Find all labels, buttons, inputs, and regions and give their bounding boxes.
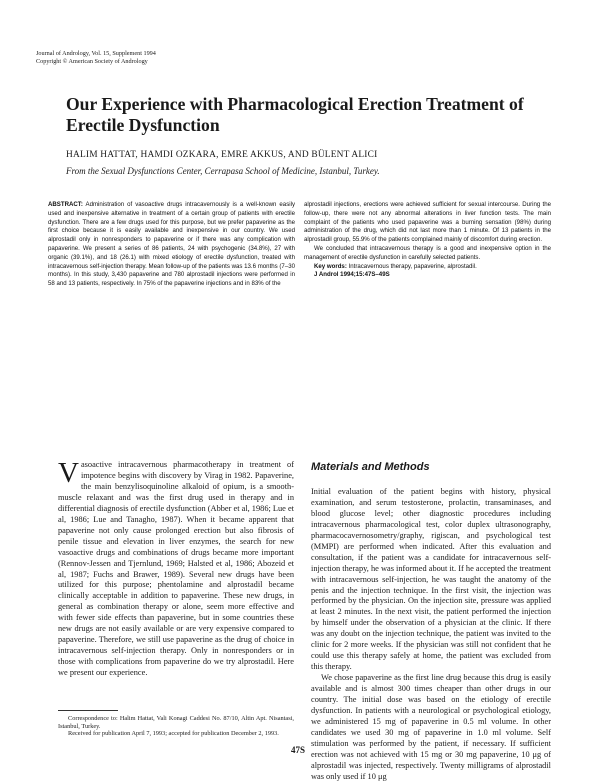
methods-paragraph-2: We chose papaverine as the first line drug because this drug is easily available and is almost 300 times cheaper than other drugs in our country. The initial dose was based on the etiology of erectile dysfunction. In patients with a neurological or psychological etiology, we administered 15 mg of papaverine in 0.5 ml volume. In other candidates we used 30 mg of papaverine in 1.0 ml volume. Self stimulation was performed by the patient, if necessary. If sufficient erection was not achieved with 15 mg or 30 mg papaverine, 10 μg of alprostadil was injected, respectively. Twenty milligrams of alprostadil was only used if 10 μg [311, 673, 551, 781]
abstract-label: ABSTRACT: [48, 201, 83, 208]
article-authors: HALIM HATTAT, HAMDI OZKARA, EMRE AKKUS, AND BÜLENT ALICI [66, 150, 378, 160]
footnote [58, 715, 294, 738]
abstract-right-column [304, 201, 551, 280]
keywords-text: Intracavernous therapy, papaverine, alprostadil. [348, 262, 477, 270]
article-affiliation: From the Sexual Dysfunctions Center, Cerrapasa School of Medicine, Istanbul, Turkey. [66, 166, 380, 176]
methods-paragraph-1: Initial evaluation of the patient begins with history, physical examination, and serum testosterone, prolactin, transaminases, and blood glucose level; other diagnostic procedures including intracavernous pharmacological test, color duplex ultrasonography, pharmacocavernosometry/graphy, rigiscan, and psychological test (MMPI) are performed when indicated. After this evaluation and consultation, if the patient was a candidate for intracavernous self-injection therapy, he was informed about it. If he accepted the treatment with intracavernous self-injection, he was taught the anatomy of the penis and the injection technique. In the first visit, the injection was performed by the physician. On the injection site, pressure was applied at least 2 minutes. In the next visit, the patient performed the injection by himself under the observation of a physician at the clinic. If there was any doubt on the injection technique, the patient was invited to the clinic for 2 more weeks. If the physician was still not confident that he could use this therapy safely at home, the patient was excluded from this therapy. [311, 486, 551, 672]
journal-info [36, 50, 156, 65]
body-right-column [311, 460, 551, 783]
drop-cap: V [58, 457, 79, 489]
keywords-label: Key words: [314, 262, 347, 270]
journal-volume: Journal of Andrology, Vol. 15, Supplement 1994 [36, 50, 156, 57]
abstract-keywords [304, 263, 551, 272]
body-left-column [58, 457, 294, 679]
journal-copyright: Copyright © American Society of Andrology [36, 57, 148, 65]
footnote-correspondence: Correspondence to: Halim Hattat, Vali Konagi Caddesi No. 87/10, Altin Apt. Nisantasi, Istanbul, Turkey. [58, 715, 294, 730]
footnote-received: Received for publication April 7, 1993; accepted for publication December 2, 1993. [68, 730, 279, 738]
abstract-right-paragraph-2: We concluded that intracavernous therapy is a good and inexpensive option in the management of erectile dysfunction in carefully selected patients. [304, 244, 551, 261]
section-heading-materials-methods: Materials and Methods [311, 461, 430, 473]
footnote-divider [58, 710, 118, 711]
article-title: Our Experience with Pharmacological Erection Treatment of Erectile Dysfunction [66, 94, 524, 135]
introduction-text: asoactive intracavernous pharmacotherapy in treatment of impotence begins with discovery by Virag in 1982. Papaverine, the main benzylisoquinoline alkaloid of opium, is a smooth-muscle relaxant and was the first drug used in therapy and in differential diagnosis of erectile dysfunction (Abber et al, 1986; Lue et al, 1986; Lue and Tanagho, 1987). When it became apparent that papaverine not only cause prolonged erection but also fibrosis of penile tissue and elevation in liver enzymes, the search for new vasoactive drugs and combinations of drugs became more important (Rennov-Jessen and Tjernlund, 1969; Halsted et al, 1986; Abozeid et al, 1987; Fuchs and Brawer, 1989). Several new drugs have been utilized for this purpose; phentolamine and alprostadil became clinically acceptable in addition to papaverine. These new drugs, in general as combination therapy or alone, seem more effective and with fewer side effects than papaverine, but in some countries these new drugs are not easily available or are very expensive compared to papaverine. Therefore, we still use papaverine as the drug of choice in intracavernous self-injection therapy. Only in nonresponders or in those with complications from papaverine do we try alprostadil. Here we present our experience. [58, 460, 294, 678]
abstract-left-text: Administration of vasoactive drugs intracavernously is a well-known easily used and inexpensive alternative in treatment of a certain group of patients with erectile dysfunction. There are a few drugs used for this purpose, but we prefer papaverine as the first choice because it is easily available and inexpensive in our country. We used alprostadil only in nonresponders to papaverine or if there was any complication with papaverine. We present a series of 86 patients, 24 with psychogenic (34.8%), 27 with organic (39.1%), and 18 (26.1) with mixed etiology of erectile dysfunction, treated with intracavernous self-injection therapy. Mean follow-up of the patients was 13.6 months (7–30 months). In this study, 3,430 papaverine and 780 alprostadil injections were performed in 58 and 13 patients, respectively. In 75% of the papaverine injections and in 83% of the [48, 201, 296, 288]
page-number: 47S [291, 745, 306, 755]
journal-citation: J Androl 1994;15:47S–49S [314, 271, 390, 279]
abstract-left-column [48, 201, 295, 289]
abstract-right-paragraph-1: alprostadil injections, erections were achieved sufficient for sexual intercourse. During the follow-up, there were not any abnormal alterations in liver function tests. The main complaint of the patients who used papaverine was a burning sensation (98%) during administration of the drug, which did not last more than 1 minute. Of 13 patients in the alprostadil group, 55.9% of the patients complained mainly of discomfort during erection. [304, 201, 551, 244]
